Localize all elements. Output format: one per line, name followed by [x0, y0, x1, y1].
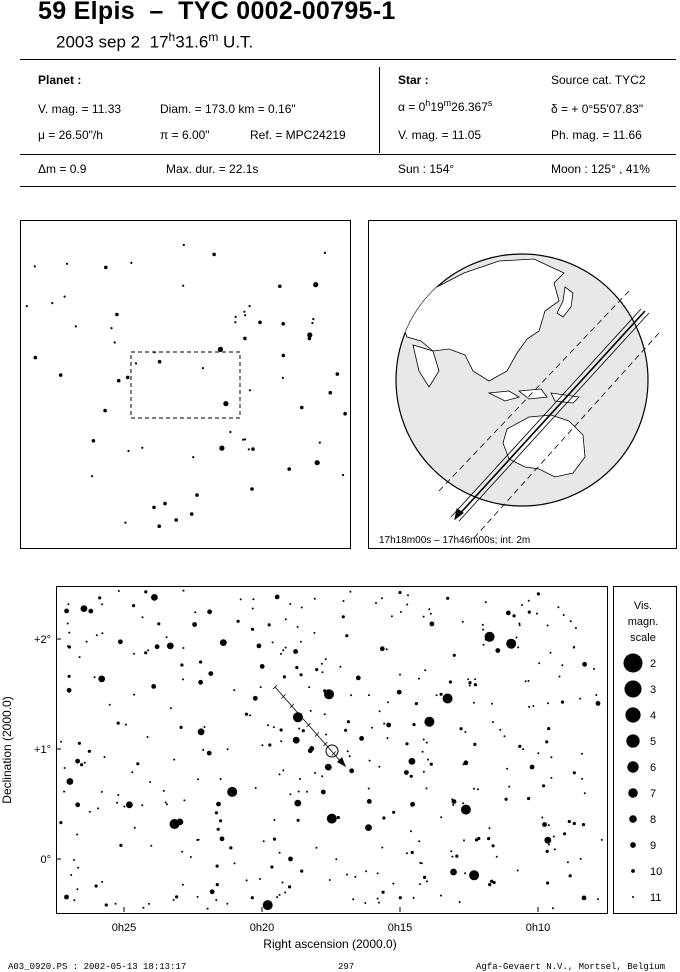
magnitude-scale	[613, 586, 677, 914]
globe-map	[369, 221, 676, 548]
star-phmag: Ph. mag. = 11.66	[551, 128, 642, 142]
finder-star	[115, 313, 119, 317]
finder-star	[343, 412, 347, 416]
event-datetime: 2003 sep 2 17$^h$31.6$^m$ U.T.	[56, 30, 254, 52]
finder-star	[223, 401, 228, 406]
x-axis-label: Right ascension (2000.0)	[263, 937, 397, 951]
finder-star	[319, 442, 321, 444]
title-separator: –	[149, 0, 164, 25]
globe-panel	[368, 220, 677, 549]
footer-file: A03_0920.PS : 2002-05-13 18:13:17	[8, 962, 187, 972]
event-hour: 17	[149, 32, 169, 52]
axis-labels	[0, 580, 680, 960]
scale-label: 5	[650, 736, 657, 748]
finder-star	[117, 379, 121, 383]
finder-star	[312, 318, 314, 320]
finder-star	[249, 389, 251, 391]
planet-diameter: Diam. = 173.0 km = 0.16"	[160, 102, 296, 116]
scale-dot	[631, 869, 635, 873]
info-divider	[379, 67, 380, 153]
finder-star	[163, 502, 167, 506]
finder-star	[34, 265, 36, 267]
finder-star	[59, 373, 63, 377]
info-top-rule	[20, 59, 676, 60]
finder-star	[75, 325, 77, 327]
scale-title-2: magn.	[627, 616, 659, 628]
page-title	[38, 0, 396, 26]
finder-star	[66, 263, 68, 265]
finder-star	[324, 252, 326, 254]
scale-label: 2	[650, 658, 657, 670]
y-tick-label: +1°	[34, 744, 51, 756]
scale-label: 9	[650, 840, 657, 852]
finder-star	[249, 305, 251, 307]
scale-dot	[632, 896, 634, 898]
finder-star	[336, 372, 340, 376]
finder-star	[212, 253, 216, 257]
scale-label: 6	[650, 762, 657, 774]
zoom-box	[131, 352, 240, 418]
finder-star	[110, 327, 112, 329]
finder-star	[158, 360, 162, 364]
finder-star	[34, 356, 38, 360]
max-duration: Max. dur. = 22.1s	[166, 162, 259, 176]
planet-motion: μ = 26.50"/h	[38, 128, 103, 142]
finder-star	[124, 522, 126, 524]
globe-caption: 17h18m00s – 17h46m00s; int. 2m	[379, 535, 531, 546]
finder-star	[234, 321, 236, 323]
scale-title-1: Vis.	[633, 600, 653, 612]
time-zone: U.T.	[223, 32, 254, 52]
finder-star	[329, 391, 333, 395]
y-tick-label: +2°	[34, 634, 51, 646]
finder-star	[282, 354, 286, 358]
finder-star	[92, 439, 96, 443]
moon-info: Moon : 125° , 41%	[551, 162, 650, 176]
finder-star	[219, 446, 224, 451]
planet-vmag: V. mag. = 11.33	[38, 102, 122, 116]
finder-star	[282, 377, 284, 379]
finder-star	[51, 302, 53, 304]
finder-star	[281, 322, 285, 326]
footer-page: 297	[338, 962, 355, 972]
object-name: 59 Elpis	[38, 0, 135, 25]
finder-star	[242, 439, 244, 441]
finder-star	[251, 447, 255, 451]
finder-star-field	[21, 221, 350, 548]
finder-star	[315, 460, 320, 465]
planet-heading: Planet :	[38, 73, 82, 87]
finder-star	[300, 406, 304, 410]
scale-label: 10	[650, 866, 663, 878]
finder-star	[248, 448, 250, 450]
finder-star	[311, 322, 313, 324]
finder-star	[192, 456, 194, 458]
finder-star	[229, 431, 231, 433]
finder-star	[195, 493, 199, 497]
finder-star	[64, 296, 66, 298]
star-id: TYC 0002-00795-1	[178, 0, 396, 25]
finder-star	[313, 282, 318, 287]
star-delta: δ = + 0°55'07.83"	[551, 102, 644, 116]
star-alpha: $\alpha = 0^h19^m26.367^s$	[398, 98, 493, 114]
finder-star	[287, 467, 291, 471]
finder-star	[190, 512, 194, 516]
scale-dot	[625, 707, 640, 722]
delta-mag: Δm = 0.9	[38, 162, 87, 176]
finder-star	[278, 285, 282, 289]
info-mid-rule	[20, 154, 676, 155]
new-zealand	[605, 477, 615, 501]
finder-star	[235, 316, 237, 318]
scale-dot	[628, 788, 638, 798]
finder-star	[218, 347, 223, 352]
finder-star	[308, 337, 312, 341]
finder-star	[174, 518, 178, 522]
finder-star	[244, 314, 246, 316]
finder-star	[130, 262, 132, 264]
star-source: Source cat. TYC2	[551, 73, 646, 87]
finder-chart	[20, 220, 351, 549]
sun-elongation: Sun : 154°	[398, 162, 455, 176]
y-axis-label: Declination (2000.0)	[0, 696, 14, 804]
finder-star	[258, 321, 262, 325]
finder-star	[183, 244, 185, 246]
event-minute: 31.6	[175, 32, 209, 52]
scale-title-3: scale	[630, 632, 656, 644]
scale-label: 8	[650, 814, 657, 826]
x-tick-label: 0h10	[525, 922, 551, 934]
scale-dot	[624, 680, 641, 697]
finder-star	[26, 305, 28, 307]
star-heading: Star :	[398, 73, 429, 87]
magnitude-scale-chart	[614, 587, 676, 913]
scale-label: 11	[650, 892, 662, 904]
finder-star	[153, 351, 155, 353]
finder-star	[91, 475, 93, 477]
finder-star	[126, 376, 130, 380]
finder-star	[202, 367, 204, 369]
finder-star	[103, 409, 107, 413]
finder-star	[127, 450, 129, 452]
scale-label: 3	[650, 684, 657, 696]
finder-star	[104, 266, 108, 270]
scale-dot	[630, 842, 636, 848]
scale-dot	[627, 761, 638, 772]
y-tick-label: 0°	[40, 854, 51, 866]
info-bottom-rule	[20, 186, 676, 187]
finder-star	[342, 474, 344, 476]
finder-star	[244, 438, 246, 440]
finder-star	[182, 285, 184, 287]
footer-printer: Agfa-Gevaert N.V., Mortsel, Belgium	[476, 962, 666, 972]
planet-parallax: π = 6.00"	[160, 128, 210, 142]
finder-star	[152, 506, 156, 510]
star-vmag: V. mag. = 11.05	[398, 128, 482, 142]
finder-star	[141, 447, 143, 449]
event-date: 2003 sep 2	[56, 32, 141, 52]
scale-dot	[624, 654, 643, 673]
scale-label: 4	[650, 710, 657, 722]
scale-dot	[629, 815, 637, 823]
scale-dot	[626, 734, 639, 747]
finder-star	[250, 487, 254, 491]
x-tick-label: 0h25	[111, 922, 137, 934]
scale-label: 7	[650, 788, 657, 800]
planet-reference: Ref. = MPC24219	[250, 128, 346, 142]
finder-star	[243, 337, 247, 341]
x-tick-label: 0h15	[387, 922, 413, 934]
finder-star	[243, 311, 245, 313]
x-tick-label: 0h20	[249, 922, 275, 934]
finder-star	[157, 524, 161, 528]
finder-star	[114, 341, 116, 343]
finder-star	[135, 362, 137, 364]
